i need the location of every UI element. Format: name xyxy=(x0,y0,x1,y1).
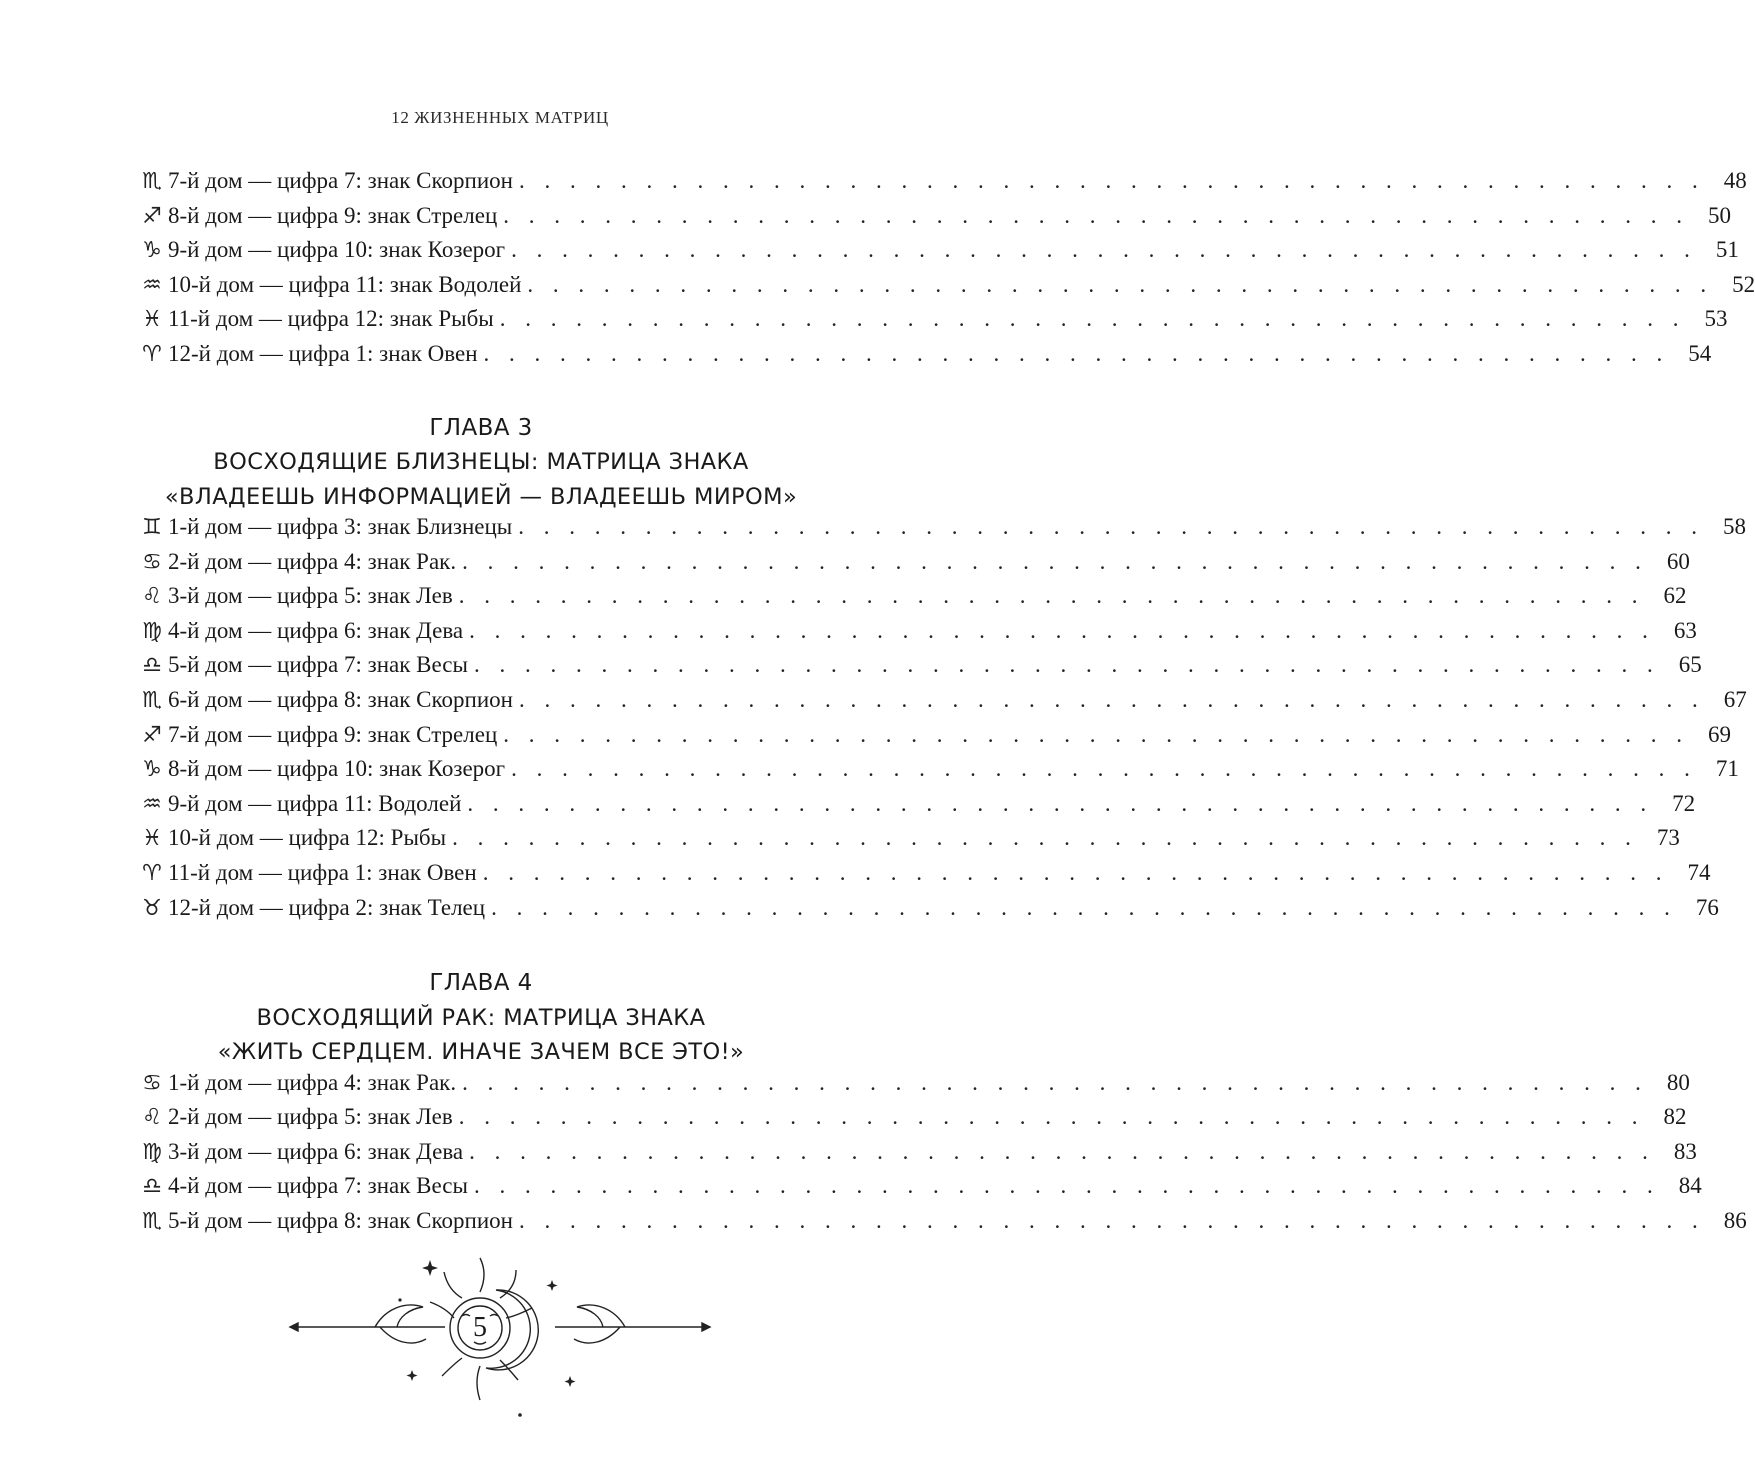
scorpio-icon: ♏ xyxy=(142,169,162,194)
toc-entry[interactable] xyxy=(136,894,1719,930)
toc-page-number: 65 xyxy=(1678,652,1702,678)
cancer-icon: ♋ xyxy=(142,549,162,575)
scorpio-icon: ♏ xyxy=(142,688,162,714)
toc-page-number: 54 xyxy=(1688,340,1712,366)
dot-leader: . . . . . . . . . . . . . . . . . . . . . . . . . . . . . . . . . . . . . . . . . . . . . . . xyxy=(499,306,1686,332)
toc-entry-text: 1-й дом — цифра 3: знак Близнецы xyxy=(168,514,513,540)
dot-leader: . . . . . . . . . . . . . . . . . . . . . . . . . . . . . . . . . . . . . . . . . . . . . . . xyxy=(518,1208,1705,1234)
toc-entry-text: 4-й дом — цифра 7: знак Весы xyxy=(168,1173,468,1199)
toc-entry-text: 3-й дом — цифра 5: знак Лев xyxy=(168,583,453,609)
toc-entry[interactable] xyxy=(136,687,1747,722)
dot-leader: . . . . . . . . . . . . . . . . . . . . . . . . . . . . . . . . . . . . . . . . . . . . . . . xyxy=(511,756,1697,782)
toc-entry[interactable] xyxy=(136,860,1711,895)
toc-entry[interactable] xyxy=(136,1069,1690,1105)
toc-entry-text: 3-й дом — цифра 6: знак Дева xyxy=(168,1138,464,1164)
toc-entry-text: 8-й дом — цифра 10: знак Козерог xyxy=(168,756,506,782)
toc-page-number: 86 xyxy=(1723,1208,1747,1234)
toc-entry-text: 7-й дом — цифра 9: знак Стрелец xyxy=(168,721,498,747)
toc-entry[interactable] xyxy=(136,617,1697,653)
toc-page-number: 82 xyxy=(1663,1104,1687,1130)
toc-entry[interactable] xyxy=(136,168,1747,203)
dot-leader: . . . . . . . . . . . . . . . . . . . . . . . . . . . . . . . . . . . . . . . . . . . . . . . xyxy=(491,894,1677,920)
dot-leader: . . . . . . . . . . . . . . . . . . . . . . . . . . . . . . . . . . . . . . . . . . . . . . . xyxy=(518,168,1705,193)
toc-page-number: 58 xyxy=(1723,514,1746,540)
dot-leader: . . . . . . . . . . . . . . . . . . . . . . . . . . . . . . . . . . . . . . . . . . . . . . . xyxy=(458,583,1645,609)
chapter-label: ГЛАВА 3 xyxy=(429,414,533,441)
taurus-icon: ♉ xyxy=(142,895,162,921)
virgo-icon: ♍ xyxy=(142,618,162,644)
chapter-heading xyxy=(136,411,826,515)
toc-page-number: 51 xyxy=(1715,237,1739,263)
toc-entry[interactable] xyxy=(136,825,1680,860)
toc-page-number: 80 xyxy=(1666,1069,1690,1095)
libra-icon: ♎ xyxy=(142,1174,162,1200)
dot-leader: . . . . . . . . . . . . . . . . . . . . . . . . . . . . . . . . . . . . . . . . . . . . . . . xyxy=(527,271,1714,297)
toc-page-number: 84 xyxy=(1678,1173,1702,1199)
dot-leader: . . . . . . . . . . . . . . . . . . . . . . . . . . . . . . . . . . . . . . . . . . . . . . . xyxy=(518,514,1704,540)
toc-page-number: 76 xyxy=(1695,894,1719,920)
toc-page-number: 63 xyxy=(1673,617,1697,643)
dot-leader: . . . . . . . . . . . . . . . . . . . . . . . . . . . . . . . . . . . . . . . . . . . . . . . xyxy=(473,1173,1660,1199)
toc-entry-text: 6-й дом — цифра 8: знак Скорпион xyxy=(168,687,513,713)
dot-leader: . . . . . . . . . . . . . . . . . . . . . . . . . . . . . . . . . . . . . . . . . . . . . . . xyxy=(458,1104,1645,1130)
toc-page-number: 52 xyxy=(1732,271,1755,297)
aquarius-icon: ♒ xyxy=(142,791,162,817)
toc-entry[interactable] xyxy=(136,1104,1687,1139)
pisces-icon: ♓ xyxy=(142,307,162,333)
toc-entry[interactable] xyxy=(136,790,1696,826)
cancer-icon: ♋ xyxy=(142,1070,162,1096)
libra-icon: ♎ xyxy=(142,653,162,679)
dot-leader: . . . . . . . . . . . . . . . . . . . . . . . . . . . . . . . . . . . . . . . . . . . . . . . xyxy=(462,548,1648,574)
toc-page-number: 73 xyxy=(1656,825,1680,851)
toc-entry[interactable] xyxy=(136,237,1739,272)
aries-icon: ♈ xyxy=(142,341,162,367)
chapter-subtitle: «ВЛАДЕЕШЬ ИНФОРМАЦИЕЙ — ВЛАДЕЕШЬ МИРОМ» xyxy=(164,483,798,510)
toc-entry[interactable] xyxy=(136,583,1687,618)
dot-leader: . . . . . . . . . . . . . . . . . . . . . . . . . . . . . . . . . . . . . . . . . . . . . . . xyxy=(469,1138,1655,1164)
toc-page-number: 67 xyxy=(1723,687,1747,713)
toc-entry-text: 4-й дом — цифра 6: знак Дева xyxy=(168,617,464,643)
toc-entry[interactable] xyxy=(136,1138,1697,1174)
table-of-contents xyxy=(136,168,1755,1243)
toc-entry[interactable] xyxy=(136,652,1702,687)
toc-page-number: 83 xyxy=(1673,1138,1697,1164)
toc-entry-text: 10-й дом — цифра 12: Рыбы xyxy=(168,825,447,851)
dot-leader: . . . . . . . . . . . . . . . . . . . . . . . . . . . . . . . . . . . . . . . . . . . . . . . xyxy=(503,202,1690,228)
dot-leader: . . . . . . . . . . . . . . . . . . . . . . . . . . . . . . . . . . . . . . . . . . . . . . . xyxy=(469,617,1655,643)
toc-entry-text: 11-й дом — цифра 12: знак Рыбы xyxy=(168,306,494,332)
toc-page-number: 53 xyxy=(1704,306,1728,332)
sagittarius-icon: ♐ xyxy=(142,722,162,748)
toc-entry-text: 10-й дом — цифра 11: знак Водолей xyxy=(168,271,522,297)
sun-moon-ornament-icon xyxy=(280,1250,720,1450)
toc-entry-text: 12-й дом — цифра 1: знак Овен xyxy=(168,340,478,366)
dot-leader: . . . . . . . . . . . . . . . . . . . . . . . . . . . . . . . . . . . . . . . . . . . . . . . xyxy=(467,790,1654,816)
toc-entry-text: 9-й дом — цифра 10: знак Козерог xyxy=(168,237,506,263)
virgo-icon: ♍ xyxy=(142,1139,162,1165)
toc-entry[interactable] xyxy=(136,271,1755,307)
chapter-3 xyxy=(136,411,1747,930)
leo-icon: ♌ xyxy=(142,1105,162,1131)
toc-section-continued xyxy=(136,168,1755,376)
toc-entry-text: 5-й дом — цифра 8: знак Скорпион xyxy=(168,1208,513,1234)
toc-page-number: 69 xyxy=(1708,721,1732,747)
sagittarius-icon: ♐ xyxy=(142,203,162,229)
toc-entry[interactable] xyxy=(136,721,1732,757)
dot-leader: . . . . . . . . . . . . . . . . . . . . . . . . . . . . . . . . . . . . . . . . . . . . . . . xyxy=(452,825,1638,851)
dot-leader: . . . . . . . . . . . . . . . . . . . . . . . . . . . . . . . . . . . . . . . . . . . . . . . xyxy=(473,652,1660,678)
capricorn-icon: ♑ xyxy=(142,238,162,264)
aquarius-icon: ♒ xyxy=(142,272,162,298)
toc-entry-text: 5-й дом — цифра 7: знак Весы xyxy=(168,652,468,678)
toc-entry-text: 2-й дом — цифра 4: знак Рак. xyxy=(168,548,457,574)
toc-entry-text: 2-й дом — цифра 5: знак Лев xyxy=(168,1104,453,1130)
pisces-icon: ♓ xyxy=(142,826,162,852)
toc-entry[interactable] xyxy=(136,1208,1747,1243)
toc-entry[interactable] xyxy=(136,340,1712,376)
dot-leader: . . . . . . . . . . . . . . . . . . . . . . . . . . . . . . . . . . . . . . . . . . . . . . . xyxy=(483,340,1670,366)
toc-entry-text: 1-й дом — цифра 4: знак Рак. xyxy=(168,1069,457,1095)
toc-page-number: 62 xyxy=(1663,583,1687,609)
dot-leader: . . . . . . . . . . . . . . . . . . . . . . . . . . . . . . . . . . . . . . . . . . . . . . . xyxy=(511,237,1697,263)
scorpio-icon: ♏ xyxy=(142,1209,162,1235)
toc-entry-text: 9-й дом — цифра 11: Водолей xyxy=(168,790,462,816)
chapter-label: ГЛАВА 4 xyxy=(429,970,533,997)
aries-icon: ♈ xyxy=(142,861,162,886)
running-head: 12 ЖИЗНЕННЫХ МАТРИЦ xyxy=(391,108,609,127)
toc-page-number: 71 xyxy=(1715,756,1739,782)
chapter-title: ВОСХОДЯЩИЕ БЛИЗНЕЦЫ: МАТРИЦА ЗНАКА xyxy=(213,449,749,476)
toc-page-number: 72 xyxy=(1672,790,1696,816)
page-number: 5 xyxy=(473,1312,487,1343)
dot-leader: . . . . . . . . . . . . . . . . . . . . . . . . . . . . . . . . . . . . . . . . . . . . . . . xyxy=(462,1069,1648,1095)
toc-entry[interactable] xyxy=(136,202,1732,238)
toc-page-number: 74 xyxy=(1687,860,1711,885)
toc-entry-text: 8-й дом — цифра 9: знак Стрелец xyxy=(168,202,498,228)
toc-entry-text: 7-й дом — цифра 7: знак Скорпион xyxy=(168,168,513,193)
toc-page-number: 48 xyxy=(1723,168,1747,193)
chapter-4 xyxy=(136,966,1747,1242)
toc-entry[interactable] xyxy=(136,548,1690,584)
gemini-icon: ♊ xyxy=(142,515,162,541)
toc-entry[interactable] xyxy=(136,756,1739,791)
toc-page-number: 60 xyxy=(1666,548,1690,574)
toc-entry[interactable] xyxy=(136,306,1728,341)
chapter-heading xyxy=(136,966,826,1070)
toc-page-number: 50 xyxy=(1708,202,1732,228)
leo-icon: ♌ xyxy=(142,584,162,610)
dot-leader: . . . . . . . . . . . . . . . . . . . . . . . . . . . . . . . . . . . . . . . . . . . . . . . xyxy=(503,721,1690,747)
chapter-subtitle: «ЖИТЬ СЕРДЦЕМ. ИНАЧЕ ЗАЧЕМ ВСЕ ЭТО!» xyxy=(217,1039,745,1066)
chapter-title: ВОСХОДЯЩИЙ РАК: МАТРИЦА ЗНАКА xyxy=(256,1004,706,1031)
capricorn-icon: ♑ xyxy=(142,757,162,783)
dot-leader: . . . . . . . . . . . . . . . . . . . . . . . . . . . . . . . . . . . . . . . . . . . . . . . xyxy=(482,860,1669,885)
toc-entry-text: 12-й дом — цифра 2: знак Телец xyxy=(168,894,486,920)
dot-leader: . . . . . . . . . . . . . . . . . . . . . . . . . . . . . . . . . . . . . . . . . . . . . . . xyxy=(518,687,1705,713)
toc-entry[interactable] xyxy=(136,1173,1702,1208)
toc-entry-text: 11-й дом — цифра 1: знак Овен xyxy=(168,860,477,885)
toc-entry[interactable] xyxy=(136,514,1746,549)
